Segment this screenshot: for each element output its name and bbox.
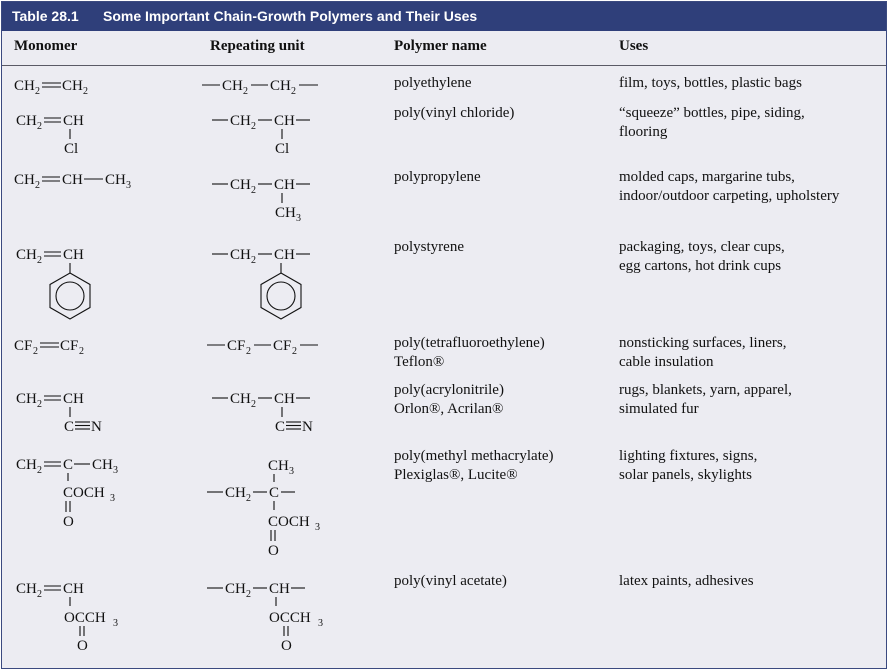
polymer-uses: packaging, toys, clear cups,: [619, 239, 785, 255]
svg-text:CH: CH: [275, 205, 296, 221]
svg-text:OCCH: OCCH: [269, 610, 311, 626]
monomer-ethylene: [14, 74, 194, 98]
monomer-tetrafluoroethylene: [14, 334, 194, 358]
svg-text:2: 2: [35, 86, 40, 97]
svg-text:C: C: [63, 457, 74, 473]
svg-text:O: O: [281, 638, 292, 654]
table-page: [1, 1, 887, 669]
polymer-uses-line2: simulated fur: [619, 401, 699, 417]
svg-text:2: 2: [292, 346, 297, 357]
polymer-uses-line2: indoor/outdoor carpeting, upholstery: [619, 188, 840, 204]
svg-text:2: 2: [251, 121, 256, 132]
repeat-unit-styrene: [210, 243, 390, 323]
polymer-uses: film, toys, bottles, plastic bags: [619, 75, 802, 91]
svg-text:CH: CH: [16, 581, 37, 597]
svg-text:COCH: COCH: [63, 485, 105, 501]
svg-text:3: 3: [315, 522, 320, 533]
monomer-vinyl-chloride: [16, 109, 196, 159]
svg-text:2: 2: [37, 589, 42, 600]
table-title: Some Important Chain-Growth Polymers and Their Uses: [103, 8, 478, 24]
svg-text:CH: CH: [16, 391, 37, 407]
svg-text:CH: CH: [274, 113, 295, 129]
table-number: Table 28.1: [12, 8, 79, 24]
svg-text:CF: CF: [273, 338, 292, 354]
repeat-unit-vinyl-acetate: [205, 577, 385, 657]
svg-text:2: 2: [246, 346, 251, 357]
svg-text:CH: CH: [230, 391, 251, 407]
svg-text:C: C: [275, 419, 286, 435]
svg-text:CH: CH: [16, 247, 37, 263]
polymer-name: poly(acrylonitrile): [394, 382, 504, 398]
svg-text:CH: CH: [274, 247, 295, 263]
svg-text:2: 2: [79, 346, 84, 357]
polymer-name: poly(methyl methacrylate): [394, 448, 554, 464]
svg-text:CH: CH: [14, 172, 35, 188]
svg-text:CH: CH: [268, 458, 289, 474]
svg-text:CH: CH: [63, 113, 84, 129]
polymer-uses: lighting fixtures, signs,: [619, 448, 758, 464]
svg-text:2: 2: [251, 185, 256, 196]
svg-text:N: N: [91, 419, 102, 435]
svg-text:Cl: Cl: [64, 141, 79, 157]
svg-text:3: 3: [318, 618, 323, 629]
svg-text:CH: CH: [62, 78, 83, 94]
polymer-uses-line2: flooring: [619, 124, 668, 140]
svg-text:2: 2: [37, 465, 42, 476]
polymer-trade-names: Plexiglas®, Lucite®: [394, 467, 518, 483]
svg-text:COCH: COCH: [268, 514, 310, 530]
svg-text:CF: CF: [14, 338, 33, 354]
svg-text:2: 2: [291, 86, 296, 97]
monomer-acrylonitrile: [16, 387, 196, 437]
polymer-name: polypropylene: [394, 169, 481, 185]
svg-text:CF: CF: [60, 338, 79, 354]
monomer-vinyl-acetate: [16, 577, 196, 657]
svg-text:CH: CH: [105, 172, 126, 188]
polymer-trade-names: Teflon®: [394, 354, 445, 370]
svg-text:CH: CH: [230, 113, 251, 129]
svg-text:CH: CH: [62, 172, 83, 188]
polymer-uses: nonsticking surfaces, liners,: [619, 335, 787, 351]
svg-text:3: 3: [126, 180, 131, 191]
polymer-uses: “squeeze” bottles, pipe, siding,: [619, 105, 805, 121]
svg-text:2: 2: [251, 255, 256, 266]
repeat-unit-propylene: [210, 173, 390, 225]
svg-text:N: N: [302, 419, 313, 435]
svg-text:CH: CH: [274, 177, 295, 193]
polymer-name: poly(vinyl chloride): [394, 105, 515, 121]
svg-text:3: 3: [113, 465, 118, 476]
table-banner: [2, 2, 886, 31]
svg-text:2: 2: [246, 589, 251, 600]
svg-text:CH: CH: [63, 391, 84, 407]
repeat-unit-tetrafluoroethylene: [205, 334, 385, 358]
header-polymer-name: Polymer name: [394, 38, 487, 54]
polymer-uses: latex paints, adhesives: [619, 573, 754, 589]
svg-text:CH: CH: [225, 485, 246, 501]
svg-text:CH: CH: [230, 177, 251, 193]
monomer-propylene: [14, 168, 194, 192]
repeat-unit-acrylonitrile: [210, 387, 390, 437]
svg-text:O: O: [77, 638, 88, 654]
svg-text:3: 3: [289, 466, 294, 477]
svg-text:O: O: [63, 514, 74, 530]
polymer-uses-line2: egg cartons, hot drink cups: [619, 258, 782, 274]
svg-text:O: O: [268, 543, 279, 559]
polymer-name: poly(vinyl acetate): [394, 573, 507, 589]
svg-text:3: 3: [110, 493, 115, 504]
svg-text:CH: CH: [63, 581, 84, 597]
svg-text:Cl: Cl: [275, 141, 290, 157]
polymer-uses-line2: solar panels, skylights: [619, 467, 752, 483]
svg-text:OCCH: OCCH: [64, 610, 106, 626]
svg-text:CF: CF: [227, 338, 246, 354]
svg-text:CH: CH: [92, 457, 113, 473]
svg-text:C: C: [64, 419, 75, 435]
svg-text:2: 2: [37, 121, 42, 132]
svg-text:2: 2: [246, 493, 251, 504]
svg-text:CH: CH: [222, 78, 243, 94]
header-rule: [2, 65, 886, 66]
monomer-methyl-methacrylate: [16, 453, 196, 533]
header-monomer: Monomer: [14, 38, 78, 54]
header-uses: Uses: [619, 38, 649, 54]
svg-text:CH: CH: [269, 581, 290, 597]
header-repeating-unit: Repeating unit: [210, 38, 305, 54]
svg-text:3: 3: [296, 213, 301, 224]
svg-text:2: 2: [37, 255, 42, 266]
svg-text:CH: CH: [16, 457, 37, 473]
svg-text:2: 2: [251, 399, 256, 410]
polymer-uses-line2: cable insulation: [619, 354, 714, 370]
repeat-unit-methyl-methacrylate: [205, 454, 385, 564]
svg-text:CH: CH: [16, 113, 37, 129]
repeat-unit-vinyl-chloride: [210, 109, 390, 159]
svg-text:2: 2: [37, 399, 42, 410]
repeat-unit-ethylene: [200, 74, 380, 98]
svg-text:2: 2: [35, 180, 40, 191]
svg-text:2: 2: [83, 86, 88, 97]
svg-text:2: 2: [243, 86, 248, 97]
polymer-uses: molded caps, margarine tubs,: [619, 169, 795, 185]
monomer-styrene: [16, 243, 196, 323]
polymer-name: polyethylene: [394, 75, 472, 91]
svg-text:3: 3: [113, 618, 118, 629]
svg-text:CH: CH: [14, 78, 35, 94]
svg-text:CH: CH: [225, 581, 246, 597]
svg-text:2: 2: [33, 346, 38, 357]
svg-text:CH: CH: [270, 78, 291, 94]
polymer-name: polystyrene: [394, 239, 464, 255]
svg-text:CH: CH: [63, 247, 84, 263]
svg-text:CH: CH: [274, 391, 295, 407]
svg-text:C: C: [269, 485, 280, 501]
polymer-trade-names: Orlon®, Acrilan®: [394, 401, 504, 417]
svg-text:CH: CH: [230, 247, 251, 263]
polymer-uses: rugs, blankets, yarn, apparel,: [619, 382, 792, 398]
polymer-name: poly(tetrafluoroethylene): [394, 335, 545, 351]
